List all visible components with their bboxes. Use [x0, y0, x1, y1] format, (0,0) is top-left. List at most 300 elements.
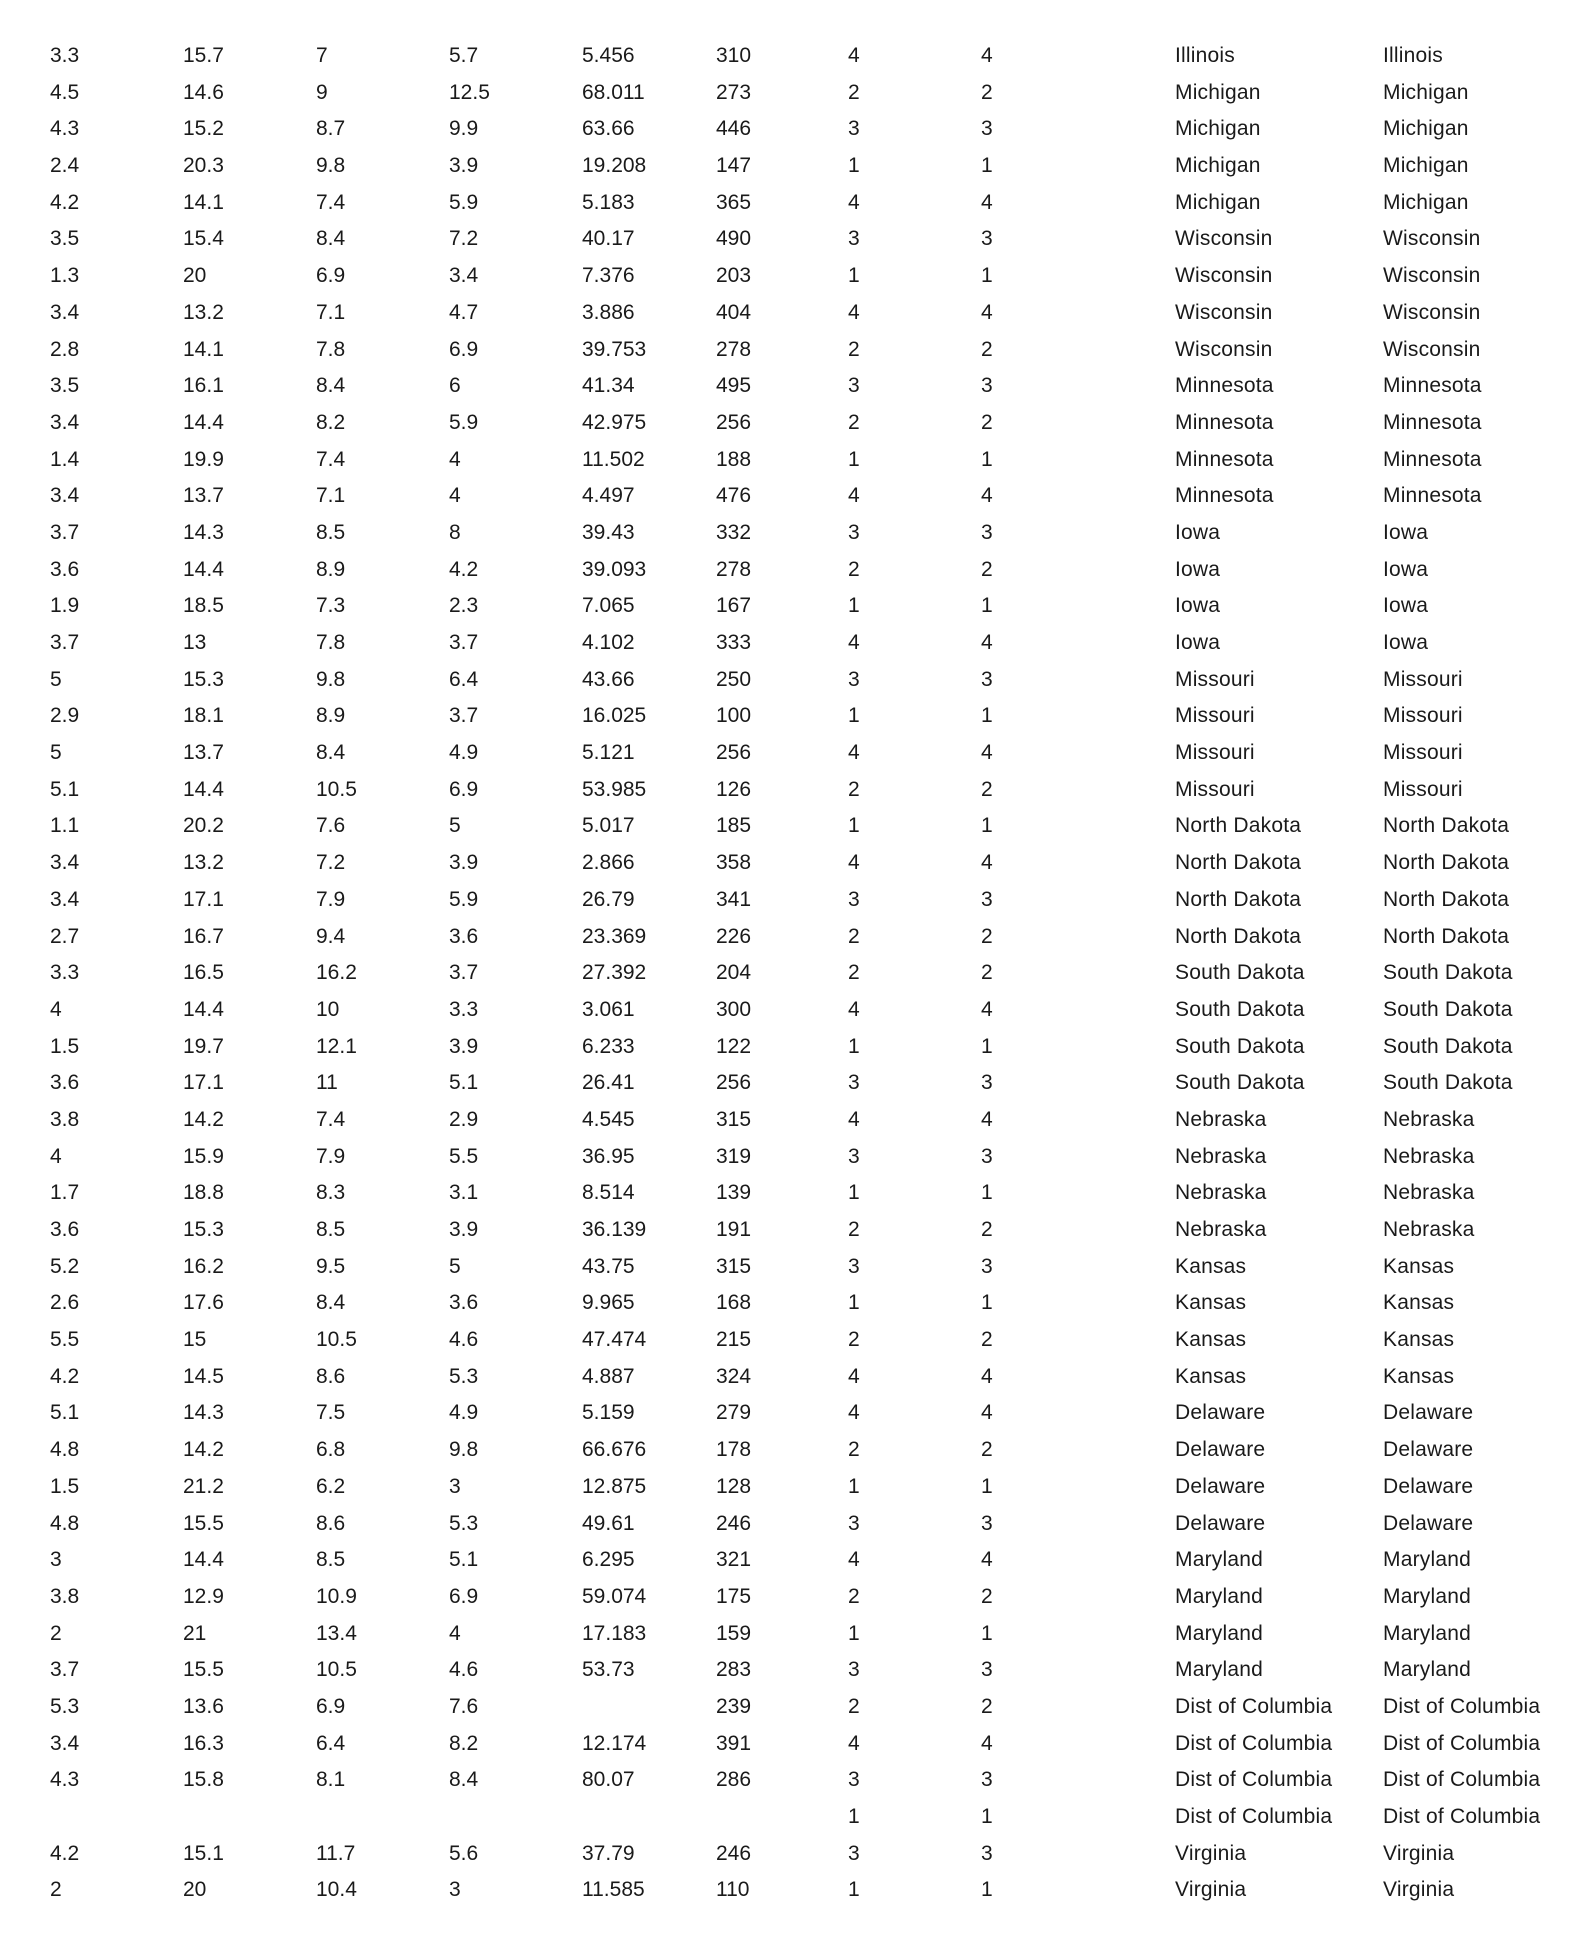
table-row: [0, 1289, 1577, 1326]
table-cell: 8.5: [316, 520, 346, 544]
table-cell: 1: [981, 594, 993, 618]
table-cell: 17.6: [183, 1291, 224, 1315]
table-cell: 4.8: [50, 1511, 80, 1535]
table-cell: 2.9: [449, 1107, 479, 1131]
table-cell: Kansas: [1383, 1254, 1455, 1278]
table-cell: 256: [716, 1071, 752, 1095]
table-cell: 3.4: [50, 851, 80, 875]
table-row: [0, 299, 1577, 336]
table-cell: 21: [183, 1621, 207, 1645]
table-cell: 5.159: [582, 1401, 635, 1425]
table-cell: 39.753: [582, 337, 647, 361]
table-cell: 4: [848, 741, 860, 765]
table-cell: 4.5: [50, 80, 80, 104]
table-cell: 3.3: [50, 44, 80, 67]
table-cell: 226: [716, 924, 752, 948]
table-row: [0, 1473, 1577, 1510]
table-cell: 1.9: [50, 594, 80, 618]
table-cell: 4.3: [50, 1768, 80, 1792]
table-cell: 4: [981, 300, 993, 324]
table-cell: 3: [848, 520, 860, 544]
table-cell: Wisconsin: [1383, 264, 1481, 288]
table-cell: 2: [981, 777, 993, 801]
table-cell: Wisconsin: [1383, 227, 1481, 251]
table-cell: 1: [848, 814, 860, 838]
table-cell: 4: [981, 851, 993, 875]
table-cell: 286: [716, 1768, 752, 1792]
table-cell: 324: [716, 1364, 752, 1388]
table-row: [0, 1693, 1577, 1730]
table-cell: Minnesota: [1383, 484, 1482, 508]
table-row: [0, 1730, 1577, 1767]
table-cell: 11: [316, 1071, 338, 1095]
table-cell: 2: [981, 410, 993, 434]
table-cell: 13.7: [183, 484, 224, 508]
table-cell: 7.2: [316, 851, 346, 875]
table-cell: 315: [716, 1254, 752, 1278]
table-cell: 16.5: [183, 961, 224, 985]
table-cell: 3: [848, 667, 860, 691]
table-cell: 490: [716, 227, 752, 251]
table-cell: 4.6: [449, 1658, 479, 1682]
table-cell: 3.4: [50, 484, 80, 508]
table-row: [0, 923, 1577, 960]
table-cell: 4: [981, 1364, 993, 1388]
table-cell: 7.6: [449, 1694, 479, 1718]
table-cell: 49.61: [582, 1511, 635, 1535]
table-cell: 5.7: [449, 44, 479, 67]
table-cell: 110: [716, 1878, 750, 1902]
table-cell: 7.376: [582, 264, 635, 288]
table-cell: 3.7: [50, 631, 80, 654]
table-cell: 7.6: [316, 814, 346, 838]
table-cell: 5.5: [449, 1144, 479, 1168]
table-cell: 7.5: [316, 1401, 346, 1425]
table-cell: Iowa: [1383, 594, 1429, 618]
table-cell: North Dakota: [1175, 851, 1302, 875]
table-row: [0, 519, 1577, 556]
table-cell: 15.1: [183, 1841, 224, 1865]
table-cell: Illinois: [1383, 44, 1443, 67]
table-cell: 1: [848, 1181, 860, 1205]
table-cell: 9.965: [582, 1291, 635, 1315]
table-cell: South Dakota: [1383, 1071, 1513, 1095]
table-cell: 7.2: [449, 227, 479, 251]
table-cell: 1.1: [50, 814, 80, 838]
data-table: [0, 42, 1577, 1913]
table-cell: Iowa: [1175, 557, 1221, 581]
table-cell: 3: [981, 887, 993, 911]
table-cell: 9.9: [449, 117, 479, 141]
table-row: [0, 702, 1577, 739]
table-cell: 2: [981, 961, 993, 985]
table-cell: 2: [848, 1218, 860, 1241]
table-cell: 1: [848, 154, 860, 178]
table-cell: 278: [716, 337, 752, 361]
table-row: [0, 372, 1577, 409]
table-cell: 1: [848, 704, 860, 728]
table-cell: 4: [981, 484, 993, 508]
table-row: [0, 115, 1577, 152]
table-cell: 3.4: [50, 1731, 80, 1755]
table-cell: 2: [981, 1218, 993, 1241]
table-cell: 3.7: [50, 1658, 80, 1682]
table-cell: 185: [716, 814, 752, 838]
table-cell: 7.9: [316, 1144, 346, 1168]
table-cell: 3.886: [582, 300, 635, 324]
table-cell: 6.9: [316, 1694, 346, 1718]
table-cell: 246: [716, 1511, 752, 1535]
table-cell: 15.5: [183, 1511, 224, 1535]
table-row: [0, 1436, 1577, 1473]
table-cell: 14.3: [183, 520, 224, 544]
table-cell: 7.8: [316, 337, 346, 361]
table-cell: South Dakota: [1383, 961, 1513, 985]
table-cell: 3: [981, 1658, 993, 1682]
table-cell: 2: [848, 1438, 860, 1462]
table-cell: 391: [716, 1731, 752, 1755]
table-cell: 250: [716, 667, 752, 691]
table-cell: 4: [981, 44, 993, 67]
table-cell: 20: [183, 1878, 207, 1902]
table-row: [0, 592, 1577, 629]
table-cell: 5.3: [449, 1511, 479, 1535]
table-cell: 5.1: [449, 1071, 479, 1095]
table-cell: 14.4: [183, 410, 224, 434]
table-cell: 1: [848, 1878, 860, 1902]
table-cell: 4: [981, 997, 993, 1021]
table-cell: 204: [716, 961, 752, 985]
table-cell: 3.7: [449, 961, 479, 985]
table-row: [0, 336, 1577, 373]
table-cell: 15.4: [183, 227, 224, 251]
table-row: [0, 262, 1577, 299]
table-cell: 5.3: [449, 1364, 479, 1388]
table-cell: 42.975: [582, 410, 647, 434]
table-cell: 13.6: [183, 1694, 224, 1718]
table-cell: 365: [716, 190, 752, 214]
table-cell: 3: [981, 374, 993, 398]
table-cell: 1: [848, 1805, 860, 1828]
table-row: [0, 1840, 1577, 1877]
table-cell: 8.514: [582, 1181, 635, 1205]
table-cell: 4: [449, 1621, 461, 1645]
table-cell: 13.2: [183, 851, 224, 875]
table-cell: Kansas: [1383, 1291, 1455, 1315]
table-row: [0, 1766, 1577, 1803]
table-cell: 8.1: [316, 1768, 346, 1792]
table-cell: 3.4: [50, 887, 80, 911]
table-cell: 14.4: [183, 777, 224, 801]
table-cell: 5: [50, 667, 62, 691]
table-cell: 147: [716, 154, 752, 178]
table-cell: 14.1: [183, 337, 224, 361]
table-cell: 3.6: [50, 1071, 80, 1095]
table-cell: 3: [981, 117, 993, 141]
table-cell: 3: [981, 1768, 993, 1792]
table-cell: 9.8: [449, 1438, 479, 1462]
table-cell: Maryland: [1175, 1621, 1263, 1645]
table-cell: 4.545: [582, 1107, 635, 1131]
table-cell: 8.7: [316, 117, 346, 141]
table-cell: 10.9: [316, 1584, 357, 1608]
table-cell: Wisconsin: [1175, 264, 1273, 288]
table-cell: 4: [848, 851, 860, 875]
table-row: [0, 812, 1577, 849]
table-cell: 6.8: [316, 1438, 346, 1462]
table-cell: 3: [848, 227, 860, 251]
table-cell: 7.8: [316, 631, 346, 654]
table-cell: 7.1: [316, 484, 346, 508]
table-cell: 14.6: [183, 80, 224, 104]
table-cell: 15.9: [183, 1144, 224, 1168]
table-cell: 8.4: [316, 227, 346, 251]
table-row: [0, 42, 1577, 79]
table-cell: 4: [848, 300, 860, 324]
table-cell: 6.2: [316, 1474, 346, 1498]
table-cell: 4.2: [449, 557, 479, 581]
table-cell: 6.9: [449, 777, 479, 801]
table-cell: 15.2: [183, 117, 224, 141]
table-cell: Delaware: [1383, 1511, 1474, 1535]
table-cell: South Dakota: [1175, 1071, 1305, 1095]
table-cell: 15.3: [183, 667, 224, 691]
table-cell: 53.73: [582, 1658, 635, 1682]
table-row: [0, 1583, 1577, 1620]
table-cell: 8.5: [316, 1548, 346, 1572]
table-cell: 2: [981, 1328, 993, 1352]
table-cell: 4: [449, 447, 461, 471]
table-cell: 15.3: [183, 1218, 224, 1241]
table-cell: 300: [716, 997, 752, 1021]
table-row: [0, 1363, 1577, 1400]
table-cell: 14.4: [183, 997, 224, 1021]
table-row: [0, 1803, 1577, 1840]
table-cell: 8.4: [316, 741, 346, 765]
table-cell: 3: [848, 1254, 860, 1278]
table-cell: 1: [848, 1034, 860, 1058]
table-cell: 3: [848, 1658, 860, 1682]
table-cell: 2: [981, 1584, 993, 1608]
table-cell: 8.5: [316, 1218, 346, 1241]
table-cell: 8.4: [316, 1291, 346, 1315]
table-cell: 6.4: [449, 667, 479, 691]
table-cell: 1.3: [50, 264, 80, 288]
table-cell: 20: [183, 264, 207, 288]
table-cell: 4: [981, 1107, 993, 1131]
table-row: [0, 1143, 1577, 1180]
table-cell: 3: [848, 1144, 860, 1168]
table-cell: 9: [316, 80, 328, 104]
table-cell: 321: [716, 1548, 752, 1572]
table-cell: Michigan: [1383, 80, 1469, 104]
table-cell: 3: [449, 1878, 461, 1902]
table-cell: 8: [449, 520, 461, 544]
table-cell: 4: [848, 484, 860, 508]
table-cell: 36.95: [582, 1144, 635, 1168]
table-cell: Missouri: [1175, 667, 1255, 691]
table-cell: Delaware: [1175, 1474, 1266, 1498]
table-cell: 4: [981, 1731, 993, 1755]
table-cell: 3.9: [449, 851, 479, 875]
table-cell: 16.7: [183, 924, 224, 948]
table-cell: North Dakota: [1383, 924, 1510, 948]
table-cell: 15.5: [183, 1658, 224, 1682]
table-cell: 8.4: [316, 374, 346, 398]
table-cell: 8.3: [316, 1181, 346, 1205]
table-cell: 4: [50, 1144, 62, 1168]
table-cell: 7.4: [316, 1107, 346, 1131]
table-cell: 1: [981, 1878, 993, 1902]
table-cell: Dist of Columbia: [1175, 1768, 1333, 1792]
table-cell: 7.4: [316, 190, 346, 214]
table-row: [0, 152, 1577, 189]
table-cell: North Dakota: [1175, 887, 1302, 911]
table-cell: 139: [716, 1181, 752, 1205]
table-cell: 17.1: [183, 1071, 224, 1095]
table-cell: 17.183: [582, 1621, 647, 1645]
table-cell: 3.9: [449, 154, 479, 178]
table-cell: 191: [716, 1218, 752, 1241]
table-row: [0, 1069, 1577, 1106]
table-cell: 1: [848, 1291, 860, 1315]
table-cell: 5.1: [50, 777, 80, 801]
table-cell: 2: [848, 557, 860, 581]
table-cell: 2: [848, 777, 860, 801]
table-cell: 246: [716, 1841, 752, 1865]
table-cell: 4.6: [449, 1328, 479, 1352]
table-row: [0, 959, 1577, 996]
table-cell: Nebraska: [1175, 1144, 1267, 1168]
table-cell: 11.7: [316, 1841, 356, 1865]
table-cell: Kansas: [1383, 1328, 1455, 1352]
table-cell: 6.9: [449, 1584, 479, 1608]
table-cell: 310: [716, 44, 752, 67]
table-row: [0, 849, 1577, 886]
table-cell: Maryland: [1175, 1658, 1263, 1682]
table-cell: 3: [449, 1474, 461, 1498]
table-cell: Minnesota: [1383, 410, 1482, 434]
table-cell: Wisconsin: [1175, 300, 1273, 324]
table-cell: 167: [716, 594, 752, 618]
table-cell: Michigan: [1383, 154, 1469, 178]
table-cell: 3: [848, 117, 860, 141]
table-cell: 4: [848, 190, 860, 214]
table-cell: 4.9: [449, 1401, 479, 1425]
table-cell: 3: [848, 374, 860, 398]
table-cell: North Dakota: [1175, 924, 1302, 948]
table-cell: 20.3: [183, 154, 224, 178]
table-cell: Nebraska: [1175, 1107, 1267, 1131]
table-cell: 20.2: [183, 814, 224, 838]
table-cell: 315: [716, 1107, 752, 1131]
table-cell: 3: [981, 1841, 993, 1865]
table-cell: 5: [449, 1254, 461, 1278]
table-row: [0, 1216, 1577, 1253]
table-cell: 2: [981, 337, 993, 361]
table-cell: 5.1: [449, 1548, 479, 1572]
table-row: [0, 1106, 1577, 1143]
table-cell: 126: [716, 777, 752, 801]
table-cell: 6.295: [582, 1548, 635, 1572]
table-row: [0, 776, 1577, 813]
table-cell: 4: [848, 44, 860, 67]
table-cell: 5.183: [582, 190, 635, 214]
table-cell: 19.7: [183, 1034, 224, 1058]
table-cell: 4: [848, 997, 860, 1021]
table-row: [0, 1546, 1577, 1583]
table-cell: 3: [981, 667, 993, 691]
table-cell: 8.9: [316, 704, 346, 728]
table-cell: 256: [716, 410, 752, 434]
table-cell: 278: [716, 557, 752, 581]
table-cell: 15: [183, 1328, 207, 1352]
table-cell: 2: [848, 1584, 860, 1608]
table-cell: 2.4: [50, 154, 80, 178]
table-cell: 273: [716, 80, 752, 104]
table-row: [0, 739, 1577, 776]
table-cell: Iowa: [1175, 631, 1221, 654]
table-cell: Maryland: [1383, 1621, 1471, 1645]
table-cell: 14.1: [183, 190, 224, 214]
table-cell: 16.2: [183, 1254, 224, 1278]
table-cell: Dist of Columbia: [1175, 1731, 1333, 1755]
table-cell: 4: [981, 631, 993, 654]
table-cell: South Dakota: [1383, 997, 1513, 1021]
table-cell: 68.011: [582, 80, 645, 104]
table-cell: 12.1: [316, 1034, 357, 1058]
table-cell: 14.2: [183, 1438, 224, 1462]
table-cell: 3.5: [50, 227, 80, 251]
table-cell: Michigan: [1175, 154, 1261, 178]
table-cell: 66.676: [582, 1438, 647, 1462]
table-row: [0, 1326, 1577, 1363]
table-cell: 10.5: [316, 1658, 357, 1682]
table-cell: Iowa: [1383, 631, 1429, 654]
table-cell: 8.6: [316, 1364, 346, 1388]
table-cell: 128: [716, 1474, 752, 1498]
table-cell: South Dakota: [1175, 997, 1305, 1021]
table-cell: Maryland: [1383, 1658, 1471, 1682]
table-cell: 8.6: [316, 1511, 346, 1535]
table-cell: 16.1: [183, 374, 224, 398]
table-cell: 1: [981, 447, 993, 471]
table-cell: 1: [981, 1034, 993, 1058]
table-row: [0, 1510, 1577, 1547]
table-row: [0, 1656, 1577, 1693]
table-cell: 4: [848, 1364, 860, 1388]
table-cell: 4: [981, 1401, 993, 1425]
table-cell: 12.174: [582, 1731, 647, 1755]
table-cell: 43.66: [582, 667, 635, 691]
table-cell: 53.985: [582, 777, 647, 801]
table-cell: 7.1: [316, 300, 346, 324]
table-cell: 6.9: [316, 264, 346, 288]
table-cell: 4: [848, 1401, 860, 1425]
table-cell: 18.8: [183, 1181, 224, 1205]
table-row: [0, 79, 1577, 116]
table-cell: Wisconsin: [1383, 300, 1481, 324]
table-cell: Iowa: [1383, 520, 1429, 544]
table-cell: 5.9: [449, 190, 479, 214]
table-cell: Kansas: [1175, 1254, 1247, 1278]
table-cell: 17.1: [183, 887, 224, 911]
table-cell: 1: [848, 447, 860, 471]
table-cell: 5.121: [582, 741, 635, 765]
table-cell: 7.065: [582, 594, 635, 618]
table-cell: Nebraska: [1175, 1218, 1267, 1241]
table-cell: 21.2: [183, 1474, 224, 1498]
